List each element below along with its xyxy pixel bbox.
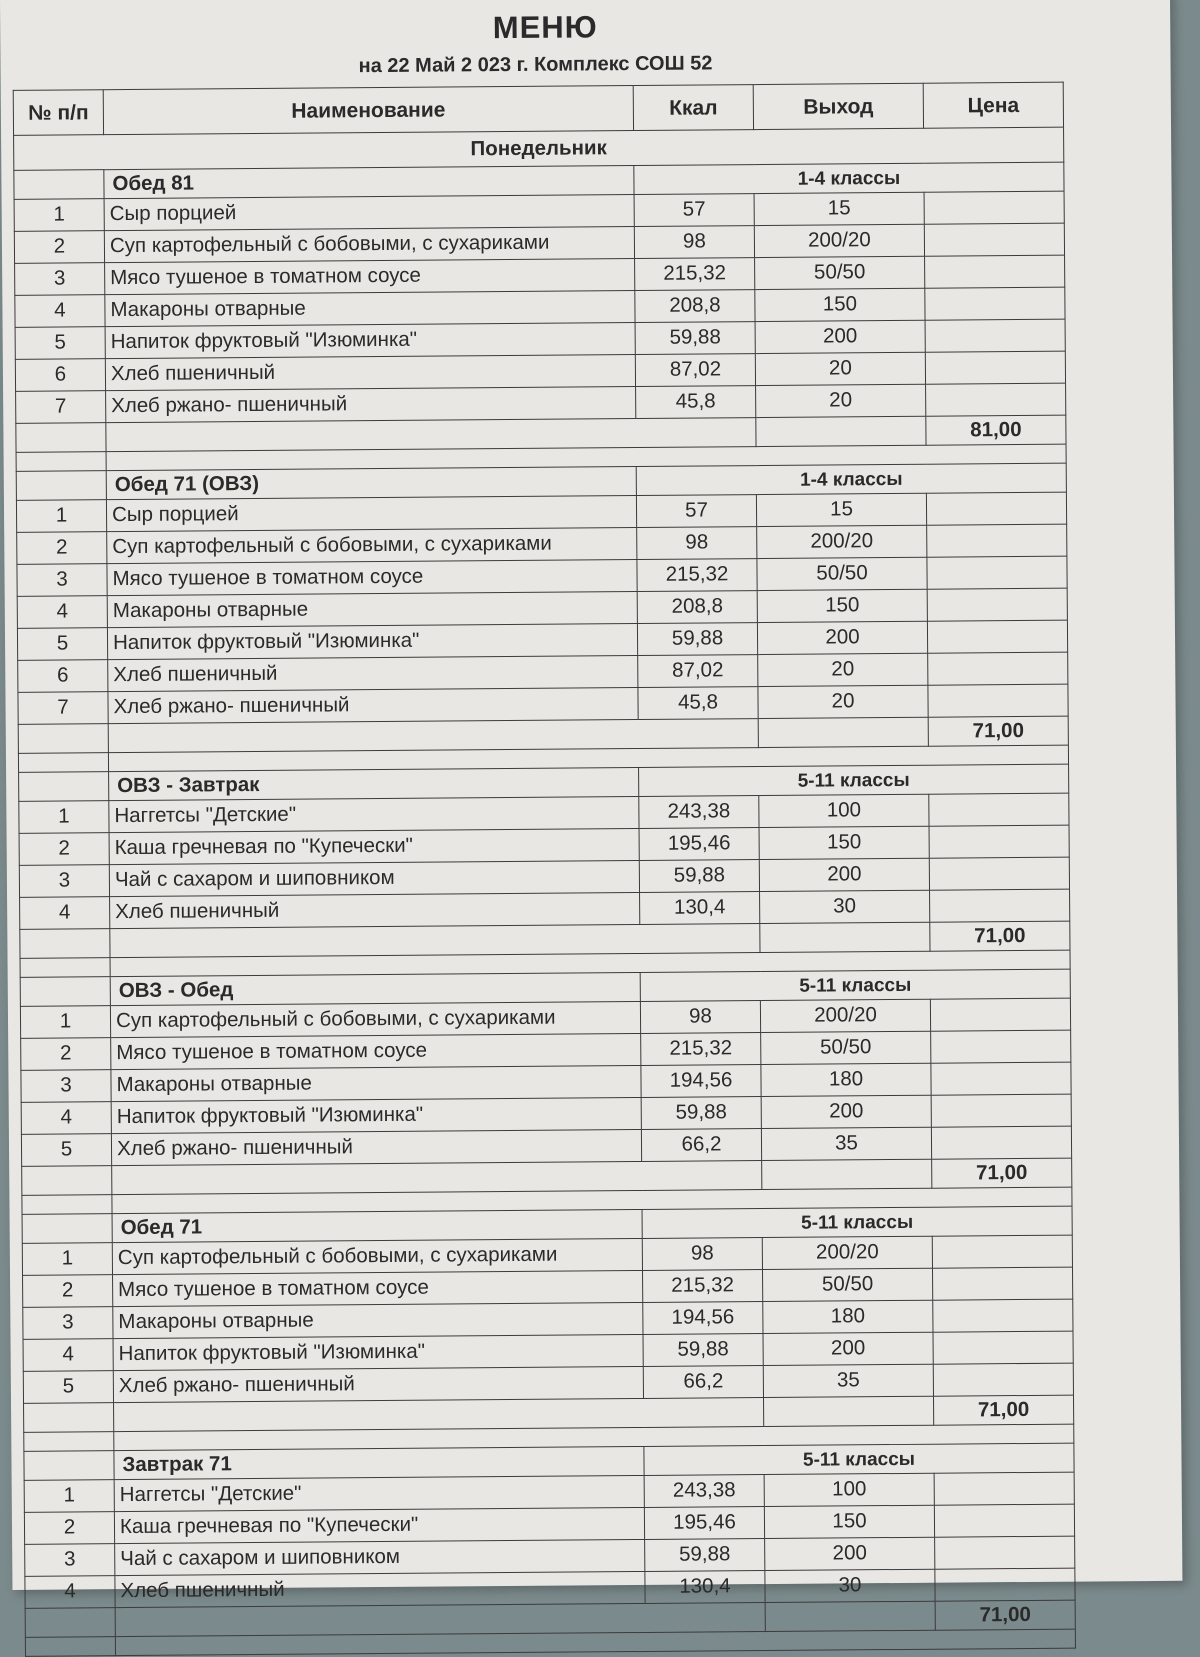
- item-price: [931, 1030, 1071, 1063]
- item-price: [935, 1536, 1075, 1569]
- item-number: 2: [24, 1512, 114, 1545]
- item-price: [933, 1331, 1073, 1364]
- section-number-cell: [14, 170, 104, 200]
- item-number: 7: [18, 692, 108, 725]
- item-number: 1: [22, 1243, 112, 1276]
- item-number: 3: [15, 263, 105, 296]
- section-number-cell: [19, 772, 109, 802]
- item-kcal: 45,8: [638, 687, 758, 720]
- item-output: 50/50: [755, 256, 925, 289]
- section-total-price: 71,00: [928, 716, 1068, 746]
- menu-table: [13, 82, 1076, 1657]
- item-number: 2: [19, 833, 109, 866]
- item-output: 200: [757, 621, 927, 654]
- section-group: 5-11 классы: [640, 969, 1070, 1001]
- section-number-cell: [24, 1451, 114, 1481]
- item-price: [929, 793, 1069, 826]
- item-name: Напиток фруктовый "Изюминка": [105, 323, 635, 359]
- item-kcal: 215,32: [642, 1270, 762, 1303]
- section-name: ОВЗ - Завтрак: [109, 768, 639, 801]
- item-kcal: 98: [634, 226, 754, 259]
- item-name: Хлеб пшеничный: [108, 656, 638, 692]
- spacer-cell: [20, 958, 110, 978]
- item-output: 150: [759, 826, 929, 859]
- total-empty-cell: [20, 929, 110, 959]
- item-name: Чай с сахаром и шиповником: [115, 1539, 645, 1575]
- item-kcal: 243,38: [644, 1475, 764, 1508]
- item-price: [933, 1363, 1073, 1396]
- item-kcal: 98: [642, 1238, 762, 1271]
- item-price: [929, 857, 1069, 890]
- total-empty-cell: [18, 724, 108, 754]
- item-name: Мясо тушеное в томатном соусе: [111, 1034, 641, 1070]
- item-number: 3: [17, 564, 107, 597]
- item-number: 7: [16, 391, 106, 424]
- item-output: 200: [759, 858, 929, 891]
- item-kcal: 98: [640, 1001, 760, 1034]
- item-number: 2: [17, 532, 107, 565]
- item-price: [924, 191, 1064, 224]
- item-price: [931, 1126, 1071, 1159]
- item-number: 4: [25, 1576, 115, 1609]
- item-kcal: 57: [636, 495, 756, 528]
- item-name: Сыр порцией: [104, 195, 634, 231]
- item-number: 3: [25, 1544, 115, 1577]
- item-name: Макароны отварные: [111, 1065, 641, 1101]
- item-output: 180: [761, 1063, 931, 1096]
- total-empty-cell: [760, 922, 930, 952]
- section-name: Обед 71 (ОВЗ): [106, 467, 636, 500]
- item-name: Наггетсы "Детские": [114, 1475, 644, 1511]
- item-price: [925, 351, 1065, 384]
- item-output: 20: [758, 653, 928, 686]
- item-output: 50/50: [757, 557, 927, 590]
- item-kcal: 130,4: [640, 892, 760, 925]
- total-empty-cell: [765, 1601, 935, 1631]
- item-output: 200/20: [754, 224, 924, 257]
- item-price: [926, 492, 1066, 525]
- item-price: [928, 684, 1068, 717]
- section-group: 5-11 классы: [642, 1206, 1072, 1238]
- item-kcal: 194,56: [641, 1065, 761, 1098]
- menu-table-wrapper: [13, 82, 1076, 1657]
- item-kcal: 66,2: [641, 1129, 761, 1162]
- item-name: Хлеб ржано- пшеничный: [108, 688, 638, 724]
- section-total-price: 71,00: [932, 1158, 1072, 1188]
- item-name: Сыр порцией: [106, 496, 636, 532]
- item-kcal: 208,8: [635, 290, 755, 323]
- item-number: 2: [21, 1038, 111, 1071]
- item-output: 200/20: [760, 999, 930, 1032]
- item-price: [924, 223, 1064, 256]
- item-number: 5: [17, 628, 107, 661]
- item-number: 2: [23, 1275, 113, 1308]
- item-price: [930, 998, 1070, 1031]
- item-output: 35: [761, 1127, 931, 1160]
- item-output: 200/20: [762, 1236, 932, 1269]
- col-header-number: № п/п: [13, 90, 103, 136]
- item-name: Каша гречневая по "Купечески": [109, 829, 639, 865]
- section-name: Завтрак 71: [114, 1446, 644, 1479]
- menu-table-body: [13, 82, 1075, 1656]
- item-name: Хлеб ржано- пшеничный: [106, 387, 636, 423]
- item-output: 150: [755, 288, 925, 321]
- total-empty-cell: [762, 1159, 932, 1189]
- section-name: Обед 81: [104, 166, 634, 199]
- item-price: [934, 1472, 1074, 1505]
- item-name: Наггетсы "Детские": [109, 797, 639, 833]
- item-price: [927, 524, 1067, 557]
- section-group: 5-11 классы: [644, 1443, 1074, 1475]
- item-kcal: 59,88: [639, 860, 759, 893]
- spacer-cell: [18, 753, 108, 773]
- item-number: 5: [21, 1134, 111, 1167]
- item-kcal: 195,46: [639, 828, 759, 861]
- item-output: 15: [756, 493, 926, 526]
- item-price: [925, 255, 1065, 288]
- item-number: 4: [15, 295, 105, 328]
- item-output: 30: [760, 890, 930, 923]
- item-number: 6: [18, 660, 108, 693]
- item-number: 3: [23, 1307, 113, 1340]
- section-name: ОВЗ - Обед: [110, 973, 640, 1006]
- item-name: Макароны отварные: [107, 592, 637, 628]
- item-name: Суп картофельный с бобовыми, с сухариками: [112, 1238, 642, 1274]
- item-name: Напиток фруктовый "Изюминка": [113, 1334, 643, 1370]
- item-price: [927, 588, 1067, 621]
- col-header-price: Цена: [923, 82, 1063, 128]
- item-output: 100: [759, 794, 929, 827]
- item-kcal: 59,88: [637, 623, 757, 656]
- item-name: Чай с сахаром и шиповником: [109, 861, 639, 897]
- item-kcal: 215,32: [635, 258, 755, 291]
- item-price: [935, 1568, 1075, 1601]
- spacer-cell: [25, 1637, 115, 1657]
- item-number: 4: [23, 1339, 113, 1372]
- section-total-price: 71,00: [935, 1600, 1075, 1630]
- item-kcal: 215,32: [641, 1033, 761, 1066]
- item-output: 15: [754, 192, 924, 225]
- item-kcal: 59,88: [635, 322, 755, 355]
- item-price: [927, 620, 1067, 653]
- item-name: Макароны отварные: [113, 1302, 643, 1338]
- section-total-price: 71,00: [930, 921, 1070, 951]
- item-kcal: 59,88: [645, 1539, 765, 1572]
- item-output: 20: [756, 384, 926, 417]
- item-number: 1: [19, 801, 109, 834]
- item-kcal: 59,88: [643, 1334, 763, 1367]
- item-output: 20: [758, 685, 928, 718]
- spacer-cell: [16, 452, 106, 472]
- item-kcal: 59,88: [641, 1097, 761, 1130]
- total-empty-cell: [756, 416, 926, 446]
- item-name: Напиток фруктовый "Изюминка": [111, 1097, 641, 1133]
- total-empty-cell: [758, 717, 928, 747]
- item-output: 150: [757, 589, 927, 622]
- section-name: Обед 71: [112, 1209, 642, 1242]
- total-empty-cell: [16, 423, 106, 453]
- total-empty-cell: [25, 1608, 115, 1638]
- item-name: Хлеб пшеничный: [115, 1571, 645, 1607]
- item-number: 6: [15, 359, 105, 392]
- section-group: 1-4 классы: [636, 463, 1066, 495]
- section-number-cell: [16, 471, 106, 501]
- total-empty-cell: [24, 1403, 114, 1433]
- section-total-price: 71,00: [933, 1395, 1073, 1425]
- item-number: 3: [21, 1070, 111, 1103]
- item-number: 5: [23, 1371, 113, 1404]
- col-header-output: Выход: [753, 83, 923, 129]
- item-name: Хлеб ржано- пшеничный: [111, 1129, 641, 1165]
- col-header-name: Наименование: [103, 86, 633, 135]
- item-name: Мясо тушеное в томатном соусе: [113, 1270, 643, 1306]
- item-name: Суп картофельный с бобовыми, с сухариками: [110, 1002, 640, 1038]
- item-price: [927, 556, 1067, 589]
- item-output: 200: [763, 1332, 933, 1365]
- item-name: Хлеб ржано- пшеничный: [113, 1366, 643, 1402]
- section-group: 1-4 классы: [634, 162, 1064, 194]
- item-output: 30: [765, 1569, 935, 1602]
- item-price: [932, 1235, 1072, 1268]
- item-name: Суп картофельный с бобовыми, с сухариками: [107, 528, 637, 564]
- item-name: Каша гречневая по "Купечески": [114, 1507, 644, 1543]
- item-kcal: 194,56: [643, 1302, 763, 1335]
- item-price: [933, 1299, 1073, 1332]
- item-name: Суп картофельный с бобовыми, с сухариками: [104, 227, 634, 263]
- item-price: [925, 319, 1065, 352]
- page-subtitle: на 22 Май 2 023 г. Комплекс СОШ 52: [358, 52, 713, 78]
- item-output: 35: [763, 1364, 933, 1397]
- item-kcal: 45,8: [636, 386, 756, 419]
- total-empty-cell: [763, 1396, 933, 1426]
- section-total-price: 81,00: [926, 415, 1066, 445]
- page-title: МЕНЮ: [492, 9, 598, 46]
- item-price: [932, 1267, 1072, 1300]
- total-empty-cell: [22, 1166, 112, 1196]
- item-price: [925, 287, 1065, 320]
- item-output: 200: [755, 320, 925, 353]
- item-kcal: 87,02: [638, 655, 758, 688]
- item-kcal: 208,8: [637, 591, 757, 624]
- item-kcal: 57: [634, 194, 754, 227]
- item-price: [929, 825, 1069, 858]
- spacer-cell: [22, 1195, 112, 1215]
- item-number: 2: [14, 231, 104, 264]
- section-number-cell: [22, 1214, 112, 1244]
- item-kcal: 130,4: [645, 1571, 765, 1604]
- col-header-kcal: Ккал: [633, 85, 753, 131]
- item-kcal: 87,02: [635, 354, 755, 387]
- item-number: 4: [21, 1102, 111, 1135]
- item-price: [934, 1504, 1074, 1537]
- item-number: 4: [17, 596, 107, 629]
- item-number: 5: [15, 327, 105, 360]
- item-number: 1: [16, 500, 106, 533]
- section-group: 5-11 классы: [639, 764, 1069, 796]
- item-name: Мясо тушеное в томатном соусе: [107, 560, 637, 596]
- section-number-cell: [20, 977, 110, 1007]
- item-output: 20: [755, 352, 925, 385]
- item-number: 1: [14, 199, 104, 232]
- item-name: Макароны отварные: [105, 291, 635, 327]
- item-number: 3: [19, 865, 109, 898]
- item-name: Мясо тушеное в томатном соусе: [105, 259, 635, 295]
- item-output: 180: [763, 1300, 933, 1333]
- item-output: 50/50: [761, 1031, 931, 1064]
- item-price: [931, 1094, 1071, 1127]
- item-number: 1: [24, 1480, 114, 1513]
- item-price: [931, 1062, 1071, 1095]
- item-output: 200/20: [757, 525, 927, 558]
- item-price: [930, 889, 1070, 922]
- item-name: Хлеб пшеничный: [105, 355, 635, 391]
- item-number: 4: [20, 897, 110, 930]
- item-name: Хлеб пшеничный: [110, 893, 640, 929]
- item-kcal: 243,38: [639, 796, 759, 829]
- spacer-cell: [24, 1432, 114, 1452]
- item-name: Напиток фруктовый "Изюминка": [107, 624, 637, 660]
- item-output: 200: [761, 1095, 931, 1128]
- item-output: 150: [764, 1505, 934, 1538]
- day-label: Понедельник: [14, 127, 1064, 170]
- item-output: 100: [764, 1473, 934, 1506]
- item-output: 50/50: [762, 1268, 932, 1301]
- item-output: 200: [765, 1537, 935, 1570]
- item-price: [928, 652, 1068, 685]
- item-kcal: 66,2: [643, 1366, 763, 1399]
- item-kcal: 195,46: [644, 1507, 764, 1540]
- item-kcal: 98: [637, 527, 757, 560]
- item-price: [926, 383, 1066, 416]
- item-number: 1: [20, 1006, 110, 1039]
- item-kcal: 215,32: [637, 559, 757, 592]
